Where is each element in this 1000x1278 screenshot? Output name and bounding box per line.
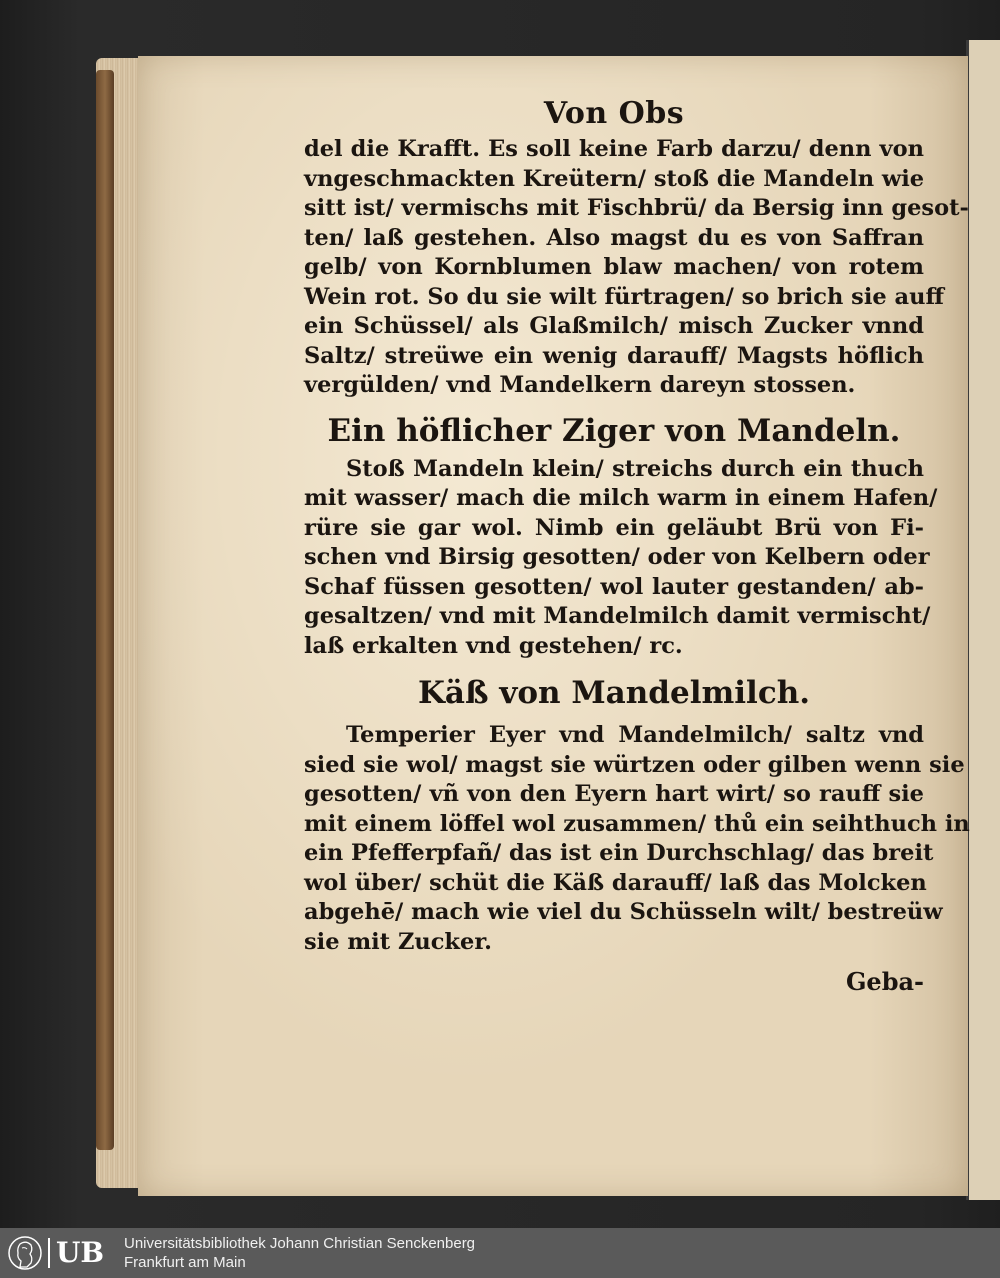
text-line: Temperier Eyer vnd Mandelmilch/ saltz vnd — [346, 722, 924, 748]
text-line: del die Krafft. Es soll keine Farb darzu/ denn von — [304, 136, 924, 162]
text-line: Wein rot. So du sie wilt fürtragen/ so brich sie auff — [304, 283, 944, 310]
text-line: sie mit Zucker. — [304, 928, 492, 955]
text-line: ein Pfefferpfañ/ das ist ein Durchschlag/ das breit — [304, 840, 934, 866]
text-line: Schaf füssen gesotten/ wol lauter gestanden/ ab- — [304, 573, 924, 600]
paragraph-3 — [304, 721, 970, 957]
text-line: rüre sie gar wol. Nimb ein geläubt Brü von Fi- — [304, 514, 924, 541]
text-line: vergülden/ vnd Mandelkern dareyn stossen. — [304, 372, 856, 398]
library-logo[interactable] — [0, 1228, 112, 1278]
section-heading: Ein höflicher Ziger von Mandeln. — [327, 412, 901, 449]
institution-line-1: Universitätsbibliothek Johann Christian Senckenberg — [124, 1235, 476, 1252]
institution-name[interactable] — [112, 1234, 475, 1272]
text-line: gelb/ von Kornblumen blaw machen/ von rotem — [304, 254, 924, 280]
text-line: laß erkalten vnd gestehen/ rc. — [304, 632, 683, 659]
page-text-block — [304, 96, 970, 996]
logo-text: UB — [48, 1238, 104, 1268]
text-line: sied sie wol/ magst sie würtzen oder gilben wenn sie — [304, 751, 965, 778]
text-line: mit wasser/ mach die milch warm in einem Hafen/ — [304, 485, 938, 511]
text-line: ein Schüssel/ als Glaßmilch/ misch Zucker vnnd — [304, 313, 924, 339]
text-line: Stoß Mandeln klein/ streichs durch ein thuch — [346, 455, 924, 482]
paragraph-1 — [304, 135, 969, 401]
text-line: wol über/ schüt die Käß darauff/ laß das Molcken — [304, 869, 927, 896]
text-line: schen vnd Birsig gesotten/ oder von Kelbern oder — [304, 544, 930, 570]
catchword: Geba- — [845, 967, 924, 996]
text-line: sitt ist/ vermischs mit Fischbrü/ da Bersig inn gesot- — [304, 195, 969, 221]
footer-bar — [0, 1228, 1000, 1278]
institution-line-2: Frankfurt am Main — [124, 1254, 246, 1271]
text-line: gesotten/ vñ von den Eyern hart wirt/ so rauff sie — [304, 781, 924, 807]
facing-page-edge — [966, 40, 1000, 1200]
portrait-emblem-icon — [8, 1232, 42, 1274]
text-line: abgehē/ mach wie viel du Schüsseln wilt/ bestreüw — [304, 899, 943, 925]
text-line: mit einem löffel wol zusammen/ thů ein seihthuch in — [304, 810, 970, 837]
running-head: Von Obs — [543, 96, 685, 131]
paragraph-2 — [304, 455, 938, 662]
text-line: gesaltzen/ vnd mit Mandelmilch damit vermischt/ — [304, 603, 931, 629]
text-line: ten/ laß gestehen. Also magst du es von Saffran — [304, 224, 924, 251]
book-binding-edge — [96, 70, 114, 1150]
text-line: vngeschmackten Kreütern/ stoß die Mandeln wie — [304, 165, 925, 192]
text-line: Saltz/ streüwe ein wenig darauff/ Magsts höflich — [304, 342, 924, 369]
book-page — [138, 56, 968, 1196]
section-heading: Käß von Mandelmilch. — [417, 675, 811, 711]
